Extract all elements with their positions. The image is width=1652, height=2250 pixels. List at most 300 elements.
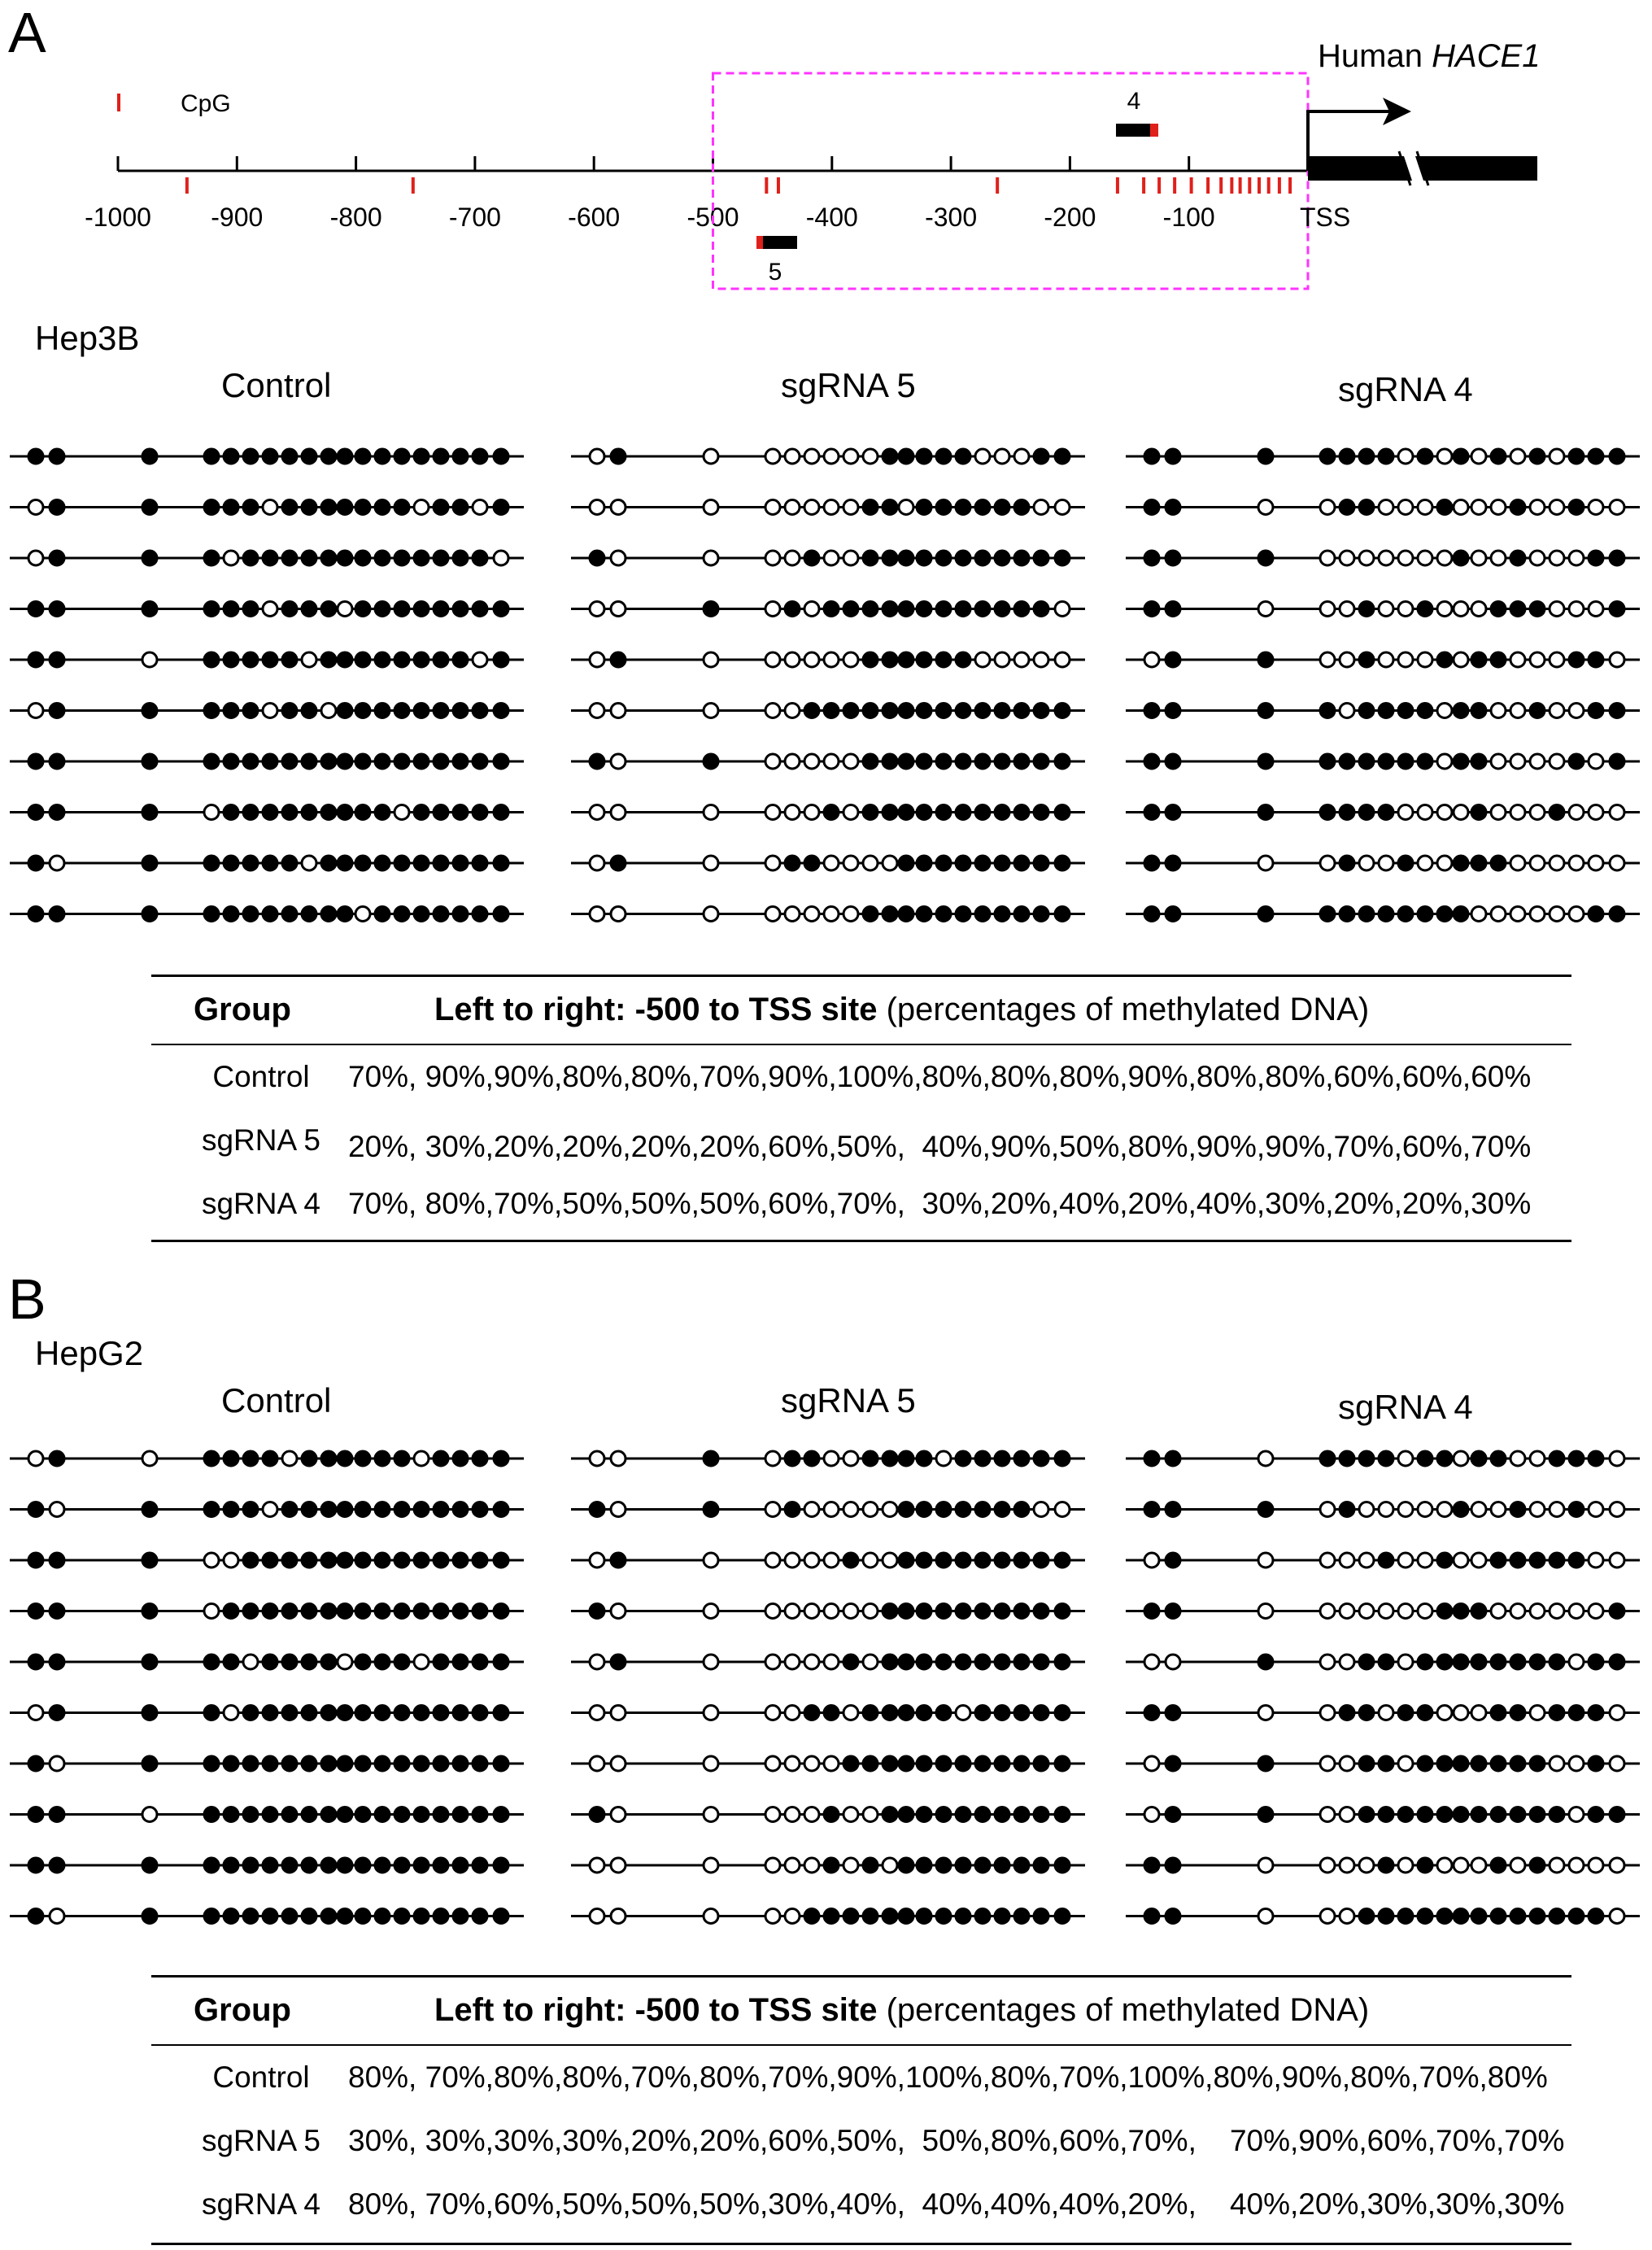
methylated-cpg-dot [1055,1553,1070,1568]
unmethylated-cpg-dot [804,1858,819,1873]
unmethylated-cpg-dot [765,1858,780,1873]
row-group: sgRNA 5 [201,2124,320,2157]
methylated-cpg-dot [995,1706,1009,1720]
table-row [151,2060,1571,2122]
methylated-cpg-dot [142,1604,157,1619]
unmethylated-cpg-dot [590,1655,604,1669]
methylated-cpg-dot [243,1756,258,1771]
unmethylated-cpg-dot [1359,1502,1374,1517]
methylated-cpg-dot [204,1909,219,1924]
methylated-cpg-dot [1014,1756,1029,1771]
unmethylated-cpg-dot [765,1451,780,1466]
methylated-cpg-dot [494,1858,508,1873]
methylated-cpg-dot [995,1451,1009,1466]
methylated-cpg-dot [704,1451,718,1466]
methylated-cpg-dot [863,1858,878,1873]
unmethylated-cpg-dot [414,1451,429,1466]
methylated-cpg-dot [453,1451,468,1466]
unmethylated-cpg-dot [1258,1858,1273,1873]
tss-label: TSS [1300,203,1351,232]
unmethylated-cpg-dot [843,1451,858,1466]
methylated-cpg-dot [975,1604,990,1619]
unmethylated-cpg-dot [956,1706,970,1720]
methylated-cpg-dot [28,1604,43,1619]
methylated-cpg-dot [936,1858,951,1873]
unmethylated-cpg-dot [765,1604,780,1619]
unmethylated-cpg-dot [785,1553,800,1568]
methylated-cpg-dot [1530,1553,1545,1568]
methylated-cpg-dot [1454,1655,1468,1669]
methylated-cpg-dot [494,1756,508,1771]
methylated-cpg-dot [899,1706,913,1720]
methylated-cpg-dot [1491,1909,1506,1924]
methylated-cpg-dot [142,1706,157,1720]
methylated-cpg-dot [1379,1807,1393,1822]
unmethylated-cpg-dot [785,1858,800,1873]
table-row [151,2124,1571,2186]
methylated-cpg-dot [453,1909,468,1924]
methylated-cpg-dot [956,1604,970,1619]
table-header [151,1977,1571,2046]
methylated-cpg-dot [1418,1909,1432,1924]
unmethylated-cpg-dot [1398,1604,1413,1619]
unmethylated-cpg-dot [611,1807,625,1822]
unmethylated-cpg-dot [1471,1858,1486,1873]
unmethylated-cpg-dot [1437,1706,1452,1720]
methylated-cpg-dot [142,1655,157,1669]
methylated-cpg-dot [302,1502,316,1517]
unmethylated-cpg-dot [1569,1604,1584,1619]
unmethylated-cpg-dot [1510,1604,1525,1619]
methylated-cpg-dot [975,1451,990,1466]
methylated-cpg-dot [899,1858,913,1873]
methylated-cpg-dot [473,1604,487,1619]
methylated-cpg-dot [1166,1604,1180,1619]
methylated-cpg-dot [975,1706,990,1720]
unmethylated-cpg-dot [1055,1502,1070,1517]
methylated-cpg-dot [1418,1706,1432,1720]
methylated-cpg-dot [50,1655,64,1669]
unmethylated-cpg-dot [804,1655,819,1669]
methylated-cpg-dot [1589,1909,1603,1924]
unmethylated-cpg-dot [590,1553,604,1568]
unmethylated-cpg-dot [1340,1655,1354,1669]
methylated-cpg-dot [394,1451,409,1466]
methylated-cpg-dot [899,1756,913,1771]
methylated-cpg-dot [995,1756,1009,1771]
methylated-cpg-dot [824,1807,839,1822]
methylated-cpg-dot [375,1909,390,1924]
methylated-cpg-dot [1471,1655,1486,1669]
methylated-cpg-dot [434,1909,448,1924]
methylated-cpg-dot [434,1451,448,1466]
unmethylated-cpg-dot [1379,1706,1393,1720]
methylated-cpg-dot [414,1502,429,1517]
methylated-cpg-dot [1491,1858,1506,1873]
unmethylated-cpg-dot [1144,1807,1159,1822]
methylated-cpg-dot [473,1655,487,1669]
methylated-cpg-dot [375,1807,390,1822]
methylated-cpg-dot [899,1502,913,1517]
unmethylated-cpg-dot [765,1655,780,1669]
methylated-cpg-dot [1014,1451,1029,1466]
methylated-cpg-dot [28,1858,43,1873]
unmethylated-cpg-dot [590,1909,604,1924]
unmethylated-cpg-dot [1398,1756,1413,1771]
methylated-cpg-dot [1055,1706,1070,1720]
methylated-cpg-dot [494,1807,508,1822]
methylated-cpg-dot [394,1502,409,1517]
unmethylated-cpg-dot [1491,1604,1506,1619]
methylated-cpg-dot [1569,1451,1584,1466]
methylated-cpg-dot [936,1909,951,1924]
methylated-cpg-dot [1454,1604,1468,1619]
methylated-cpg-dot [1166,1909,1180,1924]
methylated-cpg-dot [824,1706,839,1720]
methylated-cpg-dot [494,1451,508,1466]
unmethylated-cpg-dot [1398,1502,1413,1517]
unmethylated-cpg-dot [1610,1858,1624,1873]
methylated-cpg-dot [1491,1655,1506,1669]
methylated-cpg-dot [224,1604,238,1619]
methylated-cpg-dot [263,1858,277,1873]
unmethylated-cpg-dot [50,1756,64,1771]
methylated-cpg-dot [1454,1502,1468,1517]
methylated-cpg-dot [414,1553,429,1568]
methylated-cpg-dot [883,1756,897,1771]
axis-tick-label: -100 [1162,203,1215,232]
methylated-cpg-dot [1014,1655,1029,1669]
methylated-cpg-dot [434,1655,448,1669]
unmethylated-cpg-dot [863,1604,878,1619]
unmethylated-cpg-dot [785,1604,800,1619]
unmethylated-cpg-dot [611,1858,625,1873]
methylated-cpg-dot [473,1909,487,1924]
methylated-cpg-dot [899,1604,913,1619]
unmethylated-cpg-dot [28,1451,43,1466]
methylated-cpg-dot [321,1807,336,1822]
methylated-cpg-dot [863,1909,878,1924]
methylated-cpg-dot [1055,1655,1070,1669]
methylated-cpg-dot [473,1706,487,1720]
methylated-cpg-dot [1258,1655,1273,1669]
methylated-cpg-dot [1014,1502,1029,1517]
methylated-cpg-dot [1379,1756,1393,1771]
methylated-cpg-dot [263,1604,277,1619]
unmethylated-cpg-dot [765,1706,780,1720]
methylated-cpg-dot [1034,1553,1048,1568]
unmethylated-cpg-dot [1589,1502,1603,1517]
methylated-cpg-dot [434,1756,448,1771]
unmethylated-cpg-dot [804,1756,819,1771]
unmethylated-cpg-dot [1610,1756,1624,1771]
methylated-cpg-dot [243,1604,258,1619]
axis-tick-label: -800 [329,203,382,232]
methylated-cpg-dot [843,1756,858,1771]
methylated-cpg-dot [321,1502,336,1517]
unmethylated-cpg-dot [1437,1858,1452,1873]
methylated-cpg-dot [494,1655,508,1669]
methylated-cpg-dot [1055,1451,1070,1466]
unmethylated-cpg-dot [1398,1858,1413,1873]
methylated-cpg-dot [1491,1756,1506,1771]
methylated-cpg-dot [917,1553,931,1568]
unmethylated-cpg-dot [1589,1604,1603,1619]
methylated-cpg-dot [1340,1706,1354,1720]
methylated-cpg-dot [50,1451,64,1466]
methylated-cpg-dot [473,1756,487,1771]
methylated-cpg-dot [824,1858,839,1873]
methylated-cpg-dot [704,1502,718,1517]
methylated-cpg-dot [1569,1706,1584,1720]
sgrna4-label: 4 [1127,88,1141,115]
methylated-cpg-dot [204,1502,219,1517]
methylated-cpg-dot [843,1553,858,1568]
methylated-cpg-dot [494,1909,508,1924]
methylated-cpg-dot [995,1858,1009,1873]
methylated-cpg-dot [414,1604,429,1619]
methylated-cpg-dot [956,1553,970,1568]
unmethylated-cpg-dot [1530,1604,1545,1619]
methylated-cpg-dot [804,1451,819,1466]
unmethylated-cpg-dot [883,1553,897,1568]
methylated-cpg-dot [1589,1706,1603,1720]
methylated-cpg-dot [995,1604,1009,1619]
unmethylated-cpg-dot [824,1553,839,1568]
methylated-cpg-dot [142,1756,157,1771]
methylated-cpg-dot [1437,1909,1452,1924]
methylated-cpg-dot [1166,1706,1180,1720]
methylated-cpg-dot [1359,1807,1374,1822]
unmethylated-cpg-dot [1550,1756,1564,1771]
methylated-cpg-dot [1471,1756,1486,1771]
unmethylated-cpg-dot [142,1451,157,1466]
methylated-cpg-dot [321,1706,336,1720]
methylated-cpg-dot [936,1807,951,1822]
methylated-cpg-dot [1530,1655,1545,1669]
unmethylated-cpg-dot [765,1553,780,1568]
methylated-cpg-dot [1550,1451,1564,1466]
unmethylated-cpg-dot [765,1756,780,1771]
methylated-cpg-dot [394,1604,409,1619]
unmethylated-cpg-dot [1569,1807,1584,1822]
methylated-cpg-dot [263,1553,277,1568]
methylated-cpg-dot [863,1706,878,1720]
methylated-cpg-dot [302,1655,316,1669]
unmethylated-cpg-dot [704,1706,718,1720]
methylated-cpg-dot [995,1807,1009,1822]
methylated-cpg-dot [282,1553,297,1568]
methylated-cpg-dot [263,1909,277,1924]
unmethylated-cpg-dot [863,1655,878,1669]
methylated-cpg-dot [1258,1502,1273,1517]
unmethylated-cpg-dot [263,1502,277,1517]
unmethylated-cpg-dot [1510,1451,1525,1466]
methylated-cpg-dot [1055,1807,1070,1822]
methylated-cpg-dot [414,1909,429,1924]
unmethylated-cpg-dot [590,1858,604,1873]
methylated-cpg-dot [1034,1756,1048,1771]
unmethylated-cpg-dot [785,1706,800,1720]
unmethylated-cpg-dot [1610,1502,1624,1517]
methylated-cpg-dot [321,1553,336,1568]
methylated-cpg-dot [1418,1756,1432,1771]
methylated-cpg-dot [263,1655,277,1669]
methylated-cpg-dot [473,1807,487,1822]
methylated-cpg-dot [243,1909,258,1924]
methylated-cpg-dot [1589,1451,1603,1466]
unmethylated-cpg-dot [1418,1604,1432,1619]
row-values: 80%, 70%,60%,50%,50%,50%,30%,40%, 40%,40%,40%,20%, 40%,20%,30%,30%,30% [348,2187,1565,2221]
panel-a-group-title-sgrna4: sgRNA 4 [1338,370,1473,408]
methylated-cpg-dot [1055,1604,1070,1619]
methylated-cpg-dot [282,1807,297,1822]
unmethylated-cpg-dot [611,1604,625,1619]
methylated-cpg-dot [1166,1756,1180,1771]
methylated-cpg-dot [1437,1655,1452,1669]
methylated-cpg-dot [355,1756,370,1771]
unmethylated-cpg-dot [1379,1502,1393,1517]
methylated-cpg-dot [394,1756,409,1771]
methylated-cpg-dot [917,1909,931,1924]
methylated-cpg-dot [1454,1909,1468,1924]
methylated-cpg-dot [338,1756,352,1771]
methylated-cpg-dot [28,1807,43,1822]
methylated-cpg-dot [394,1655,409,1669]
unmethylated-cpg-dot [1320,1655,1335,1669]
methylated-cpg-dot [1379,1909,1393,1924]
unmethylated-cpg-dot [224,1553,238,1568]
methylated-cpg-dot [1014,1706,1029,1720]
methylated-cpg-dot [204,1807,219,1822]
unmethylated-cpg-dot [704,1807,718,1822]
methylated-cpg-dot [1550,1807,1564,1822]
unmethylated-cpg-dot [1454,1451,1468,1466]
row-group: sgRNA 4 [201,2187,320,2221]
methylated-cpg-dot [611,1553,625,1568]
methylated-cpg-dot [863,1451,878,1466]
methylated-cpg-dot [995,1655,1009,1669]
unmethylated-cpg-dot [843,1858,858,1873]
unmethylated-cpg-dot [1398,1553,1413,1568]
unmethylated-cpg-dot [611,1909,625,1924]
methylated-cpg-dot [321,1451,336,1466]
methylated-cpg-dot [302,1858,316,1873]
unmethylated-cpg-dot [804,1807,819,1822]
unmethylated-cpg-dot [1589,1553,1603,1568]
methylated-cpg-dot [302,1909,316,1924]
methylated-cpg-dot [243,1807,258,1822]
methylated-cpg-dot [1418,1655,1432,1669]
unmethylated-cpg-dot [843,1706,858,1720]
unmethylated-cpg-dot [1589,1858,1603,1873]
methylated-cpg-dot [453,1706,468,1720]
unmethylated-cpg-dot [824,1451,839,1466]
methylated-cpg-dot [355,1604,370,1619]
panel-a-label: A [8,1,46,64]
methylated-cpg-dot [302,1756,316,1771]
panel-b-group-title-control: Control [221,1381,332,1419]
methylated-cpg-dot [1359,1909,1374,1924]
unmethylated-cpg-dot [1471,1706,1486,1720]
unmethylated-cpg-dot [1320,1502,1335,1517]
unmethylated-cpg-dot [1359,1858,1374,1873]
methylated-cpg-dot [917,1706,931,1720]
methylated-cpg-dot [1034,1655,1048,1669]
row-group: sgRNA 5 [201,1123,320,1157]
unmethylated-cpg-dot [1491,1502,1506,1517]
methylated-cpg-dot [434,1502,448,1517]
methylated-cpg-dot [50,1553,64,1568]
unmethylated-cpg-dot [1550,1604,1564,1619]
methylated-cpg-dot [282,1858,297,1873]
unmethylated-cpg-dot [50,1909,64,1924]
methylated-cpg-dot [1340,1451,1354,1466]
unmethylated-cpg-dot [704,1655,718,1669]
unmethylated-cpg-dot [936,1451,951,1466]
methylated-cpg-dot [28,1909,43,1924]
methylated-cpg-dot [204,1858,219,1873]
methylated-cpg-dot [843,1655,858,1669]
methylated-cpg-dot [321,1909,336,1924]
methylated-cpg-dot [434,1858,448,1873]
unmethylated-cpg-dot [611,1756,625,1771]
methylated-cpg-dot [917,1655,931,1669]
methylated-cpg-dot [414,1858,429,1873]
unmethylated-cpg-dot [1340,1553,1354,1568]
row-group: sgRNA 4 [201,1187,320,1220]
methylated-cpg-dot [975,1909,990,1924]
methylated-cpg-dot [824,1909,839,1924]
unmethylated-cpg-dot [843,1502,858,1517]
methylated-cpg-dot [355,1706,370,1720]
unmethylated-cpg-dot [1166,1655,1180,1669]
methylated-cpg-dot [142,1909,157,1924]
methylated-cpg-dot [1510,1756,1525,1771]
methylated-cpg-dot [302,1451,316,1466]
methylated-cpg-dot [338,1604,352,1619]
unmethylated-cpg-dot [590,1451,604,1466]
methylated-cpg-dot [975,1858,990,1873]
methylated-cpg-dot [355,1909,370,1924]
axis-tick-label: -200 [1044,203,1096,232]
methylated-cpg-dot [1610,1604,1624,1619]
unmethylated-cpg-dot [611,1451,625,1466]
unmethylated-cpg-dot [1258,1451,1273,1466]
methylated-cpg-dot [321,1655,336,1669]
methylated-cpg-dot [414,1706,429,1720]
axis-tick-label: -400 [805,203,858,232]
methylated-cpg-dot [28,1655,43,1669]
methylated-cpg-dot [243,1858,258,1873]
methylated-cpg-dot [1437,1604,1452,1619]
unmethylated-cpg-dot [224,1706,238,1720]
methylated-cpg-dot [414,1807,429,1822]
unmethylated-cpg-dot [282,1451,297,1466]
methylated-cpg-dot [355,1553,370,1568]
methylated-cpg-dot [453,1604,468,1619]
methylated-cpg-dot [883,1655,897,1669]
methylated-cpg-dot [1418,1807,1432,1822]
methylated-cpg-dot [282,1909,297,1924]
methylated-cpg-dot [494,1604,508,1619]
unmethylated-cpg-dot [883,1858,897,1873]
header-values-bold: Left to right: -500 to TSS site [434,992,878,1027]
methylated-cpg-dot [494,1706,508,1720]
unmethylated-cpg-dot [1320,1858,1335,1873]
unmethylated-cpg-dot [204,1553,219,1568]
unmethylated-cpg-dot [1258,1604,1273,1619]
